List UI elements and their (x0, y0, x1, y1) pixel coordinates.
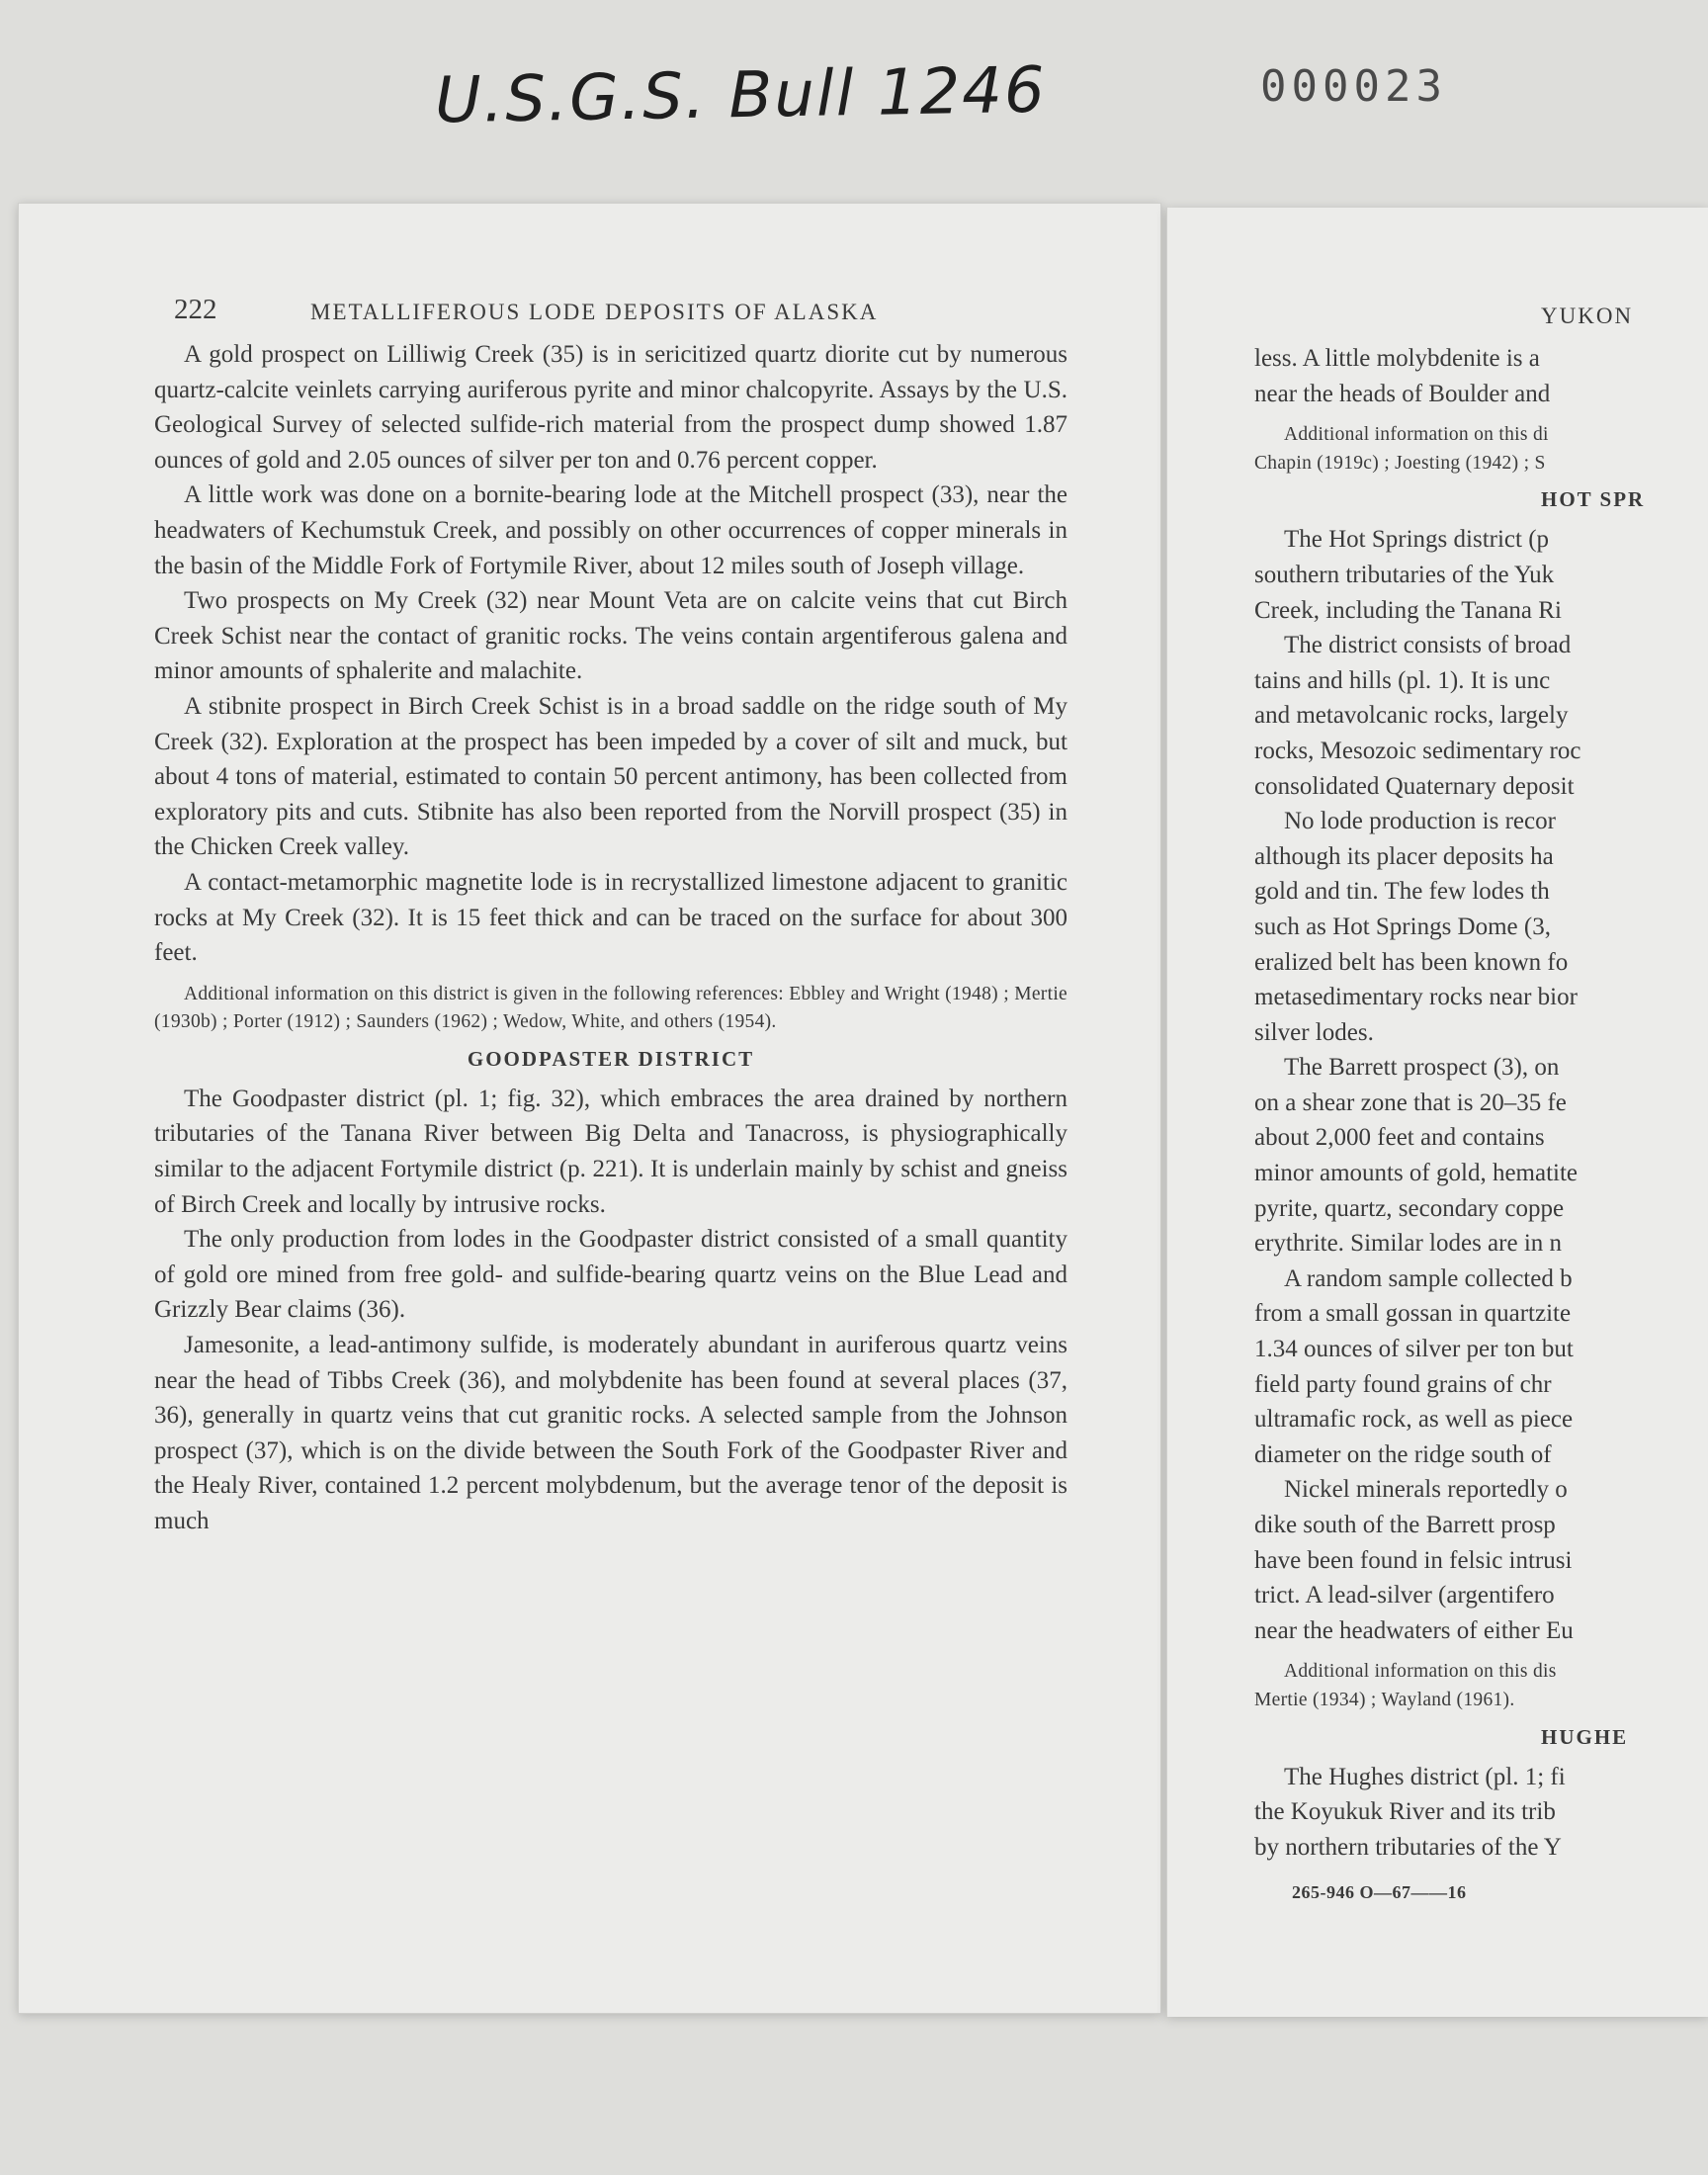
right-page-column (1254, 302, 1708, 1903)
text-line: from a small gossan in quartzite (1254, 1300, 1572, 1328)
text-line: Nickel minerals reportedly o (1284, 1476, 1568, 1504)
text-block (1254, 1760, 1708, 1866)
text-line: consolidated Quaternary deposit (1254, 772, 1575, 800)
text-line: although its placer deposits ha (1254, 842, 1554, 870)
text-line: The Hot Springs district (p (1284, 526, 1550, 554)
text-line: The Barrett prospect (3), on (1284, 1054, 1560, 1082)
paragraph: A little work was done on a bornite-bearing lode at the Mitchell prospect (33), near the headwaters of Kechumstuk Creek, and possibly on other occurrences of copper minerals in the basin of the Middle Fork of Fortymile River, about 12 miles south of Joseph village. (154, 481, 1068, 579)
text-line: dike south of the Barrett prosp (1254, 1512, 1556, 1538)
text-line: A random sample collected b (1284, 1264, 1573, 1292)
left-page (18, 203, 1161, 2014)
text-line: No lode production is recor (1284, 808, 1556, 835)
reference-line: Mertie (1934) ; Wayland (1961). (1254, 1689, 1515, 1710)
right-page (1166, 208, 1708, 2017)
text-line: gold and tin. The few lodes th (1254, 878, 1550, 906)
section-heading: HOT SPR (1541, 487, 1646, 512)
text-block (1254, 341, 1708, 411)
text-line: pyrite, quartz, secondary coppe (1254, 1194, 1565, 1222)
text-line: silver lodes. (1254, 1018, 1374, 1046)
text-line: 1.34 ounces of silver per ton but (1254, 1336, 1574, 1363)
running-head-title: YUKON (1541, 304, 1634, 328)
paragraph: The only production from lodes in the Goodpaster district consisted of a small quantity of gold ore mined from free gold- and sulfide-bearing quartz veins on the Blue Lead and Grizzly Bear claims (36). (154, 1226, 1068, 1324)
text-line: The Hughes district (pl. 1; fi (1284, 1763, 1566, 1790)
handwritten-annotation: U.S.G.S. Bull 1246 (434, 53, 1048, 138)
running-head-title: METALLIFEROUS LODE DEPOSITS OF ALASKA (310, 300, 879, 324)
reference-line: Additional information on this di (1284, 424, 1549, 446)
text-line: metasedimentary rocks near bior (1254, 984, 1578, 1011)
page-number: 222 (174, 294, 217, 325)
text-line: The district consists of broad (1284, 632, 1572, 659)
text-line: about 2,000 feet and contains (1254, 1124, 1545, 1152)
text-line: southern tributaries of the Yuk (1254, 561, 1555, 588)
running-head (154, 294, 1068, 337)
stamp-number: 000023 (1260, 61, 1447, 112)
text-line: on a shear zone that is 20–35 fe (1254, 1088, 1567, 1116)
left-page-column (154, 294, 1068, 1539)
text-line: by northern tributaries of the Y (1254, 1833, 1562, 1861)
text-line: near the heads of Boulder and (1254, 380, 1551, 407)
paragraph: Two prospects on My Creek (32) near Mount Veta are on calcite veins that cut Birch Creek Schist near the contact of granitic rocks. The veins contain argentiferous galena and minor amounts of sphalerite and malachite. (154, 587, 1068, 685)
text-block (1254, 522, 1708, 1648)
paragraph: Jamesonite, a lead-antimony sulfide, is moderately abundant in auriferous quartz veins near the head of Tibbs Creek (36), and molybdenite has been found at several places (37, 36), generally in quartz veins that cut granitic rocks. A selected sample from the Johnson prospect (37), which is on the divide between the South Fork of the Goodpaster River and the Healy River, contained 1.2 percent molybdenum, but the average tenor of the deposit is much (154, 1332, 1068, 1534)
text-line: the Koyukuk River and its trib (1254, 1798, 1556, 1826)
text-line: diameter on the ridge south of (1254, 1440, 1552, 1468)
text-line: eralized belt has been known fo (1254, 948, 1569, 976)
text-line: Creek, including the Tanana Ri (1254, 596, 1562, 624)
reference-note (1254, 421, 1708, 478)
section-heading: HUGHE (1541, 1724, 1629, 1749)
reference-line: Additional information on this dis (1284, 1661, 1557, 1683)
text-line: erythrite. Similar lodes are in n (1254, 1230, 1563, 1258)
text-line: have been found in felsic intrusi (1254, 1546, 1573, 1574)
text-line: less. A little molybdenite is a (1254, 345, 1540, 372)
paragraph: A contact-metamorphic magnetite lode is in recrystallized limestone adjacent to granitic rocks at My Creek (32). It is 15 feet thick and can be traced on the surface for about 300 feet. (154, 868, 1068, 967)
section-heading: GOODPASTER DISTRICT (467, 1046, 755, 1071)
text-line: tains and hills (pl. 1). It is unc (1254, 666, 1551, 694)
text-line: ultramafic rock, as well as piece (1254, 1406, 1574, 1434)
text-line: trict. A lead-silver (argentifero (1254, 1582, 1555, 1610)
paragraph: A gold prospect on Lilliwig Creek (35) is in sericitized quartz diorite cut by numerous quartz-calcite veinlets carrying auriferous pyrite and minor chalcopyrite. Assays by the U.S. Geological Survey of selected sulfide-rich material from the prospect dump showed 1.87 ounces of gold and 2.05 ounces of silver per ton and 0.76 percent copper. (154, 341, 1068, 474)
reference-line: Chapin (1919c) ; Joesting (1942) ; S (1254, 452, 1546, 474)
reference-note (1254, 1658, 1708, 1714)
text-line: and metavolcanic rocks, largely (1254, 702, 1569, 730)
paragraph: The Goodpaster district (pl. 1; fig. 32), which embraces the area drained by northern tributaries of the Tanana River between Big Delta and Tanacross, is physiographically similar to the adjacent Fortymile district (p. 221). It is underlain mainly by schist and gneiss of Birch Creek and locally by intrusive rocks. (154, 1085, 1068, 1218)
paragraph: A stibnite prospect in Birch Creek Schist is in a broad saddle on the ridge south of My Creek (32). Exploration at the prospect has been impeded by a cover of silt and muck, but about 4 tons of material, estimated to contain 50 percent antimony, has been collected from exploratory pits and cuts. Stibnite has also been reported from the Norvill prospect (35) in the Chicken Creek valley. (154, 692, 1068, 861)
text-line: such as Hot Springs Dome (3, (1254, 913, 1551, 940)
print-code: 265-946 O—67——16 (1292, 1882, 1467, 1903)
text-line: field party found grains of chr (1254, 1370, 1552, 1398)
reference-note: Additional information on this district is given in the following references: Ebbley and Wright (1948) ; Mertie (1930b) ; Porter (1912) ; Saunders (1962) ; Wedow, White, and others (1954). (154, 983, 1068, 1033)
text-line: near the headwaters of either Eu (1254, 1616, 1574, 1644)
text-line: rocks, Mesozoic sedimentary roc (1254, 737, 1581, 764)
running-head (1254, 302, 1708, 341)
text-line: minor amounts of gold, hematite (1254, 1160, 1579, 1187)
